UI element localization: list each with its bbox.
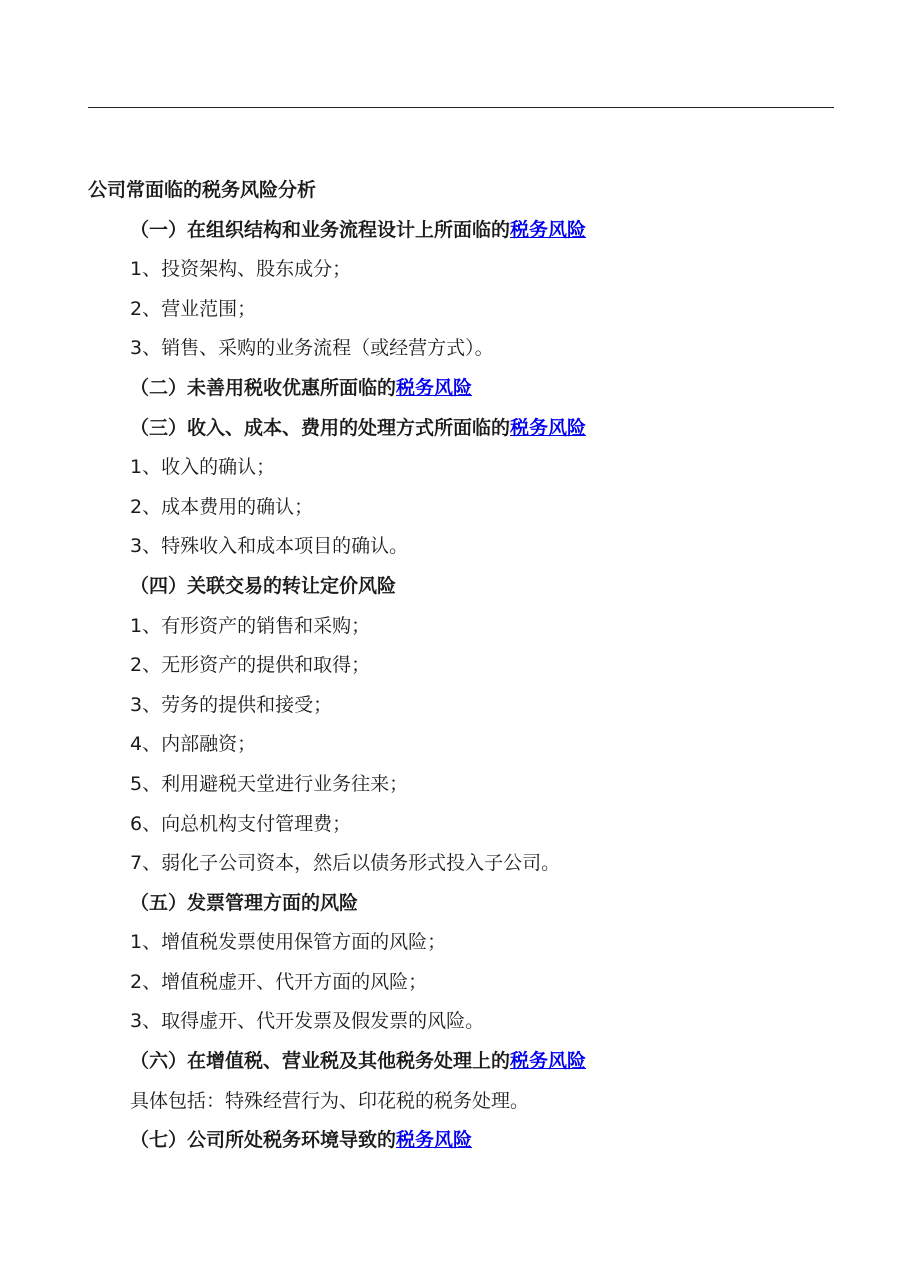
- list-item: 6、向总机构支付管理费；: [130, 812, 352, 835]
- tax-risk-link[interactable]: 税务风险: [396, 376, 473, 399]
- tax-risk-link[interactable]: 税务风险: [396, 1129, 473, 1152]
- tax-risk-link[interactable]: 税务风险: [510, 218, 587, 241]
- section-heading-text: （六）在增值税、营业税及其他税务处理上的: [130, 1050, 511, 1073]
- section-heading-text: （一）在组织结构和业务流程设计上所面临的: [130, 218, 511, 241]
- section-heading-text: （三）收入、成本、费用的处理方式所面临的: [130, 416, 511, 439]
- list-item: 4、内部融资；: [130, 733, 257, 756]
- tax-risk-link[interactable]: 税务风险: [510, 1050, 587, 1073]
- list-item: 1、投资架构、股东成分；: [130, 258, 352, 281]
- list-item: 3、取得虚开、代开发票及假发票的风险。: [130, 1010, 485, 1033]
- list-item: 3、劳务的提供和接受；: [130, 693, 333, 716]
- section-heading-7: [0, 1121, 909, 1161]
- section-heading-text: （二）未善用税收优惠所面临的: [130, 376, 397, 399]
- list-item: 2、营业范围；: [130, 297, 257, 320]
- list-item: 1、收入的确认；: [130, 456, 276, 479]
- section-heading-3: [0, 409, 909, 449]
- paragraph: 具体包括：特殊经营行为、印花税的税务处理。: [130, 1089, 530, 1112]
- list-item: 7、弱化子公司资本，然后以债务形式投入子公司。: [130, 852, 561, 875]
- list-item: 3、特殊收入和成本项目的确认。: [130, 535, 409, 558]
- list-item: 3、销售、采购的业务流程（或经营方式）。: [130, 337, 494, 360]
- list-item: 2、成本费用的确认；: [130, 495, 314, 518]
- list-item: 1、增值税发票使用保管方面的风险；: [130, 931, 447, 954]
- section-heading-5: （五）发票管理方面的风险: [130, 891, 359, 914]
- section-heading-text: （七）公司所处税务环境导致的: [130, 1129, 397, 1152]
- section-heading-1: [0, 211, 909, 251]
- section-heading-4: （四）关联交易的转让定价风险: [130, 574, 397, 597]
- list-item: 5、利用避税天堂进行业务往来；: [130, 772, 409, 795]
- tax-risk-link[interactable]: 税务风险: [510, 416, 587, 439]
- section-heading-6: [0, 1042, 909, 1082]
- document-body: [0, 171, 909, 1161]
- list-item: 2、无形资产的提供和取得；: [130, 654, 371, 677]
- list-item: 2、增值税虚开、代开方面的风险；: [130, 970, 428, 993]
- header-divider: [88, 107, 834, 108]
- document-title: 公司常面临的税务风险分析: [88, 179, 317, 201]
- list-item: 1、有形资产的销售和采购；: [130, 614, 371, 637]
- section-heading-2: [0, 369, 909, 409]
